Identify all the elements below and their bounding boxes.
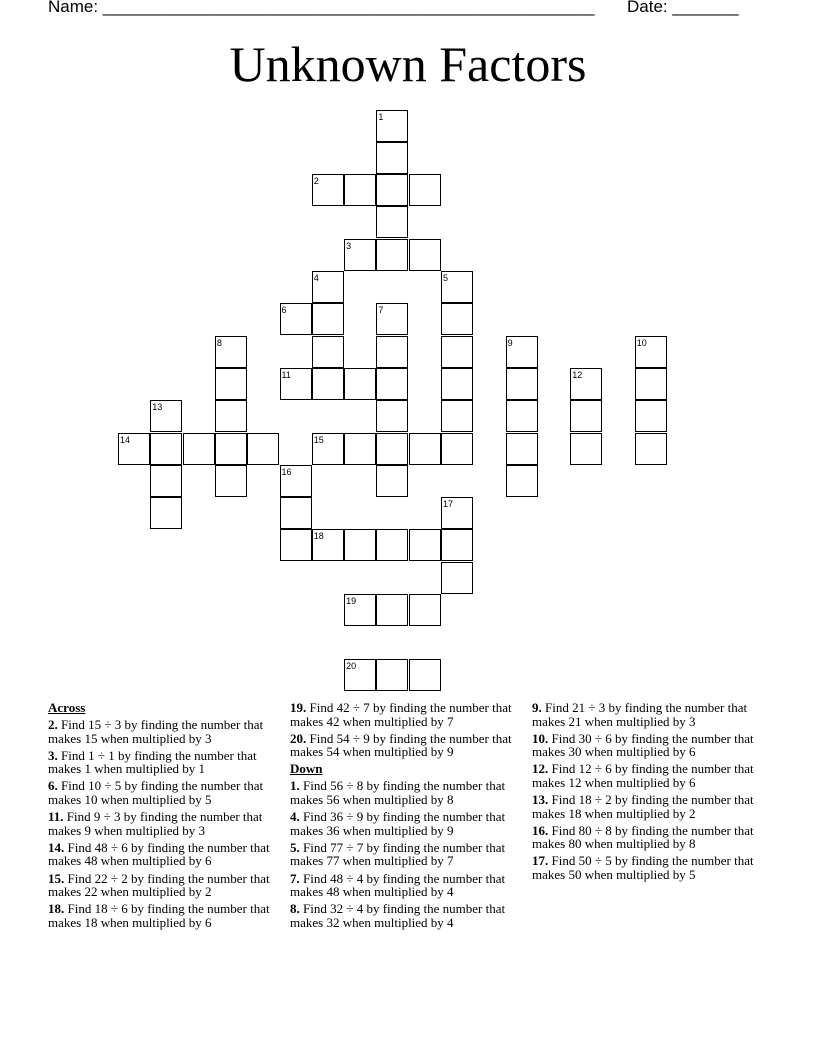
clue-number: 19: [346, 596, 357, 606]
clue-label: 8.: [290, 901, 300, 917]
clue-text: Find 50 ÷ 5 by finding the number that makes 50 when multiplied by 5: [532, 853, 754, 883]
crossword-cell[interactable]: [409, 594, 441, 626]
crossword-cell[interactable]: [376, 206, 408, 238]
clue: [532, 732, 762, 759]
clue-number: 13: [152, 402, 163, 413]
clue-number: 11: [281, 369, 291, 380]
crossword-cell[interactable]: [344, 368, 376, 400]
clue-label: 7.: [290, 870, 300, 886]
clue-label: 11.: [48, 809, 64, 825]
crossword-cell[interactable]: [344, 659, 376, 691]
clue: [290, 810, 520, 837]
clue-number: 16: [281, 466, 292, 477]
crossword-cell[interactable]: [344, 529, 376, 561]
clue-label: 1.: [290, 778, 300, 794]
clue-number: 17: [443, 499, 454, 510]
clue-text: Find 56 ÷ 8 by finding the number that makes 56 when multiplied by 8: [290, 778, 506, 808]
clue-label: 17.: [532, 853, 549, 869]
crossword-cell[interactable]: [409, 433, 441, 465]
crossword-cell[interactable]: [150, 465, 182, 497]
clue-text: Find 18 ÷ 2 by finding the number that makes 18 when multiplied by 2: [532, 792, 754, 821]
crossword-cell[interactable]: [312, 368, 344, 400]
crossword-cell[interactable]: [312, 529, 344, 561]
crossword-cell[interactable]: [506, 368, 538, 400]
clue-text: Find 80 ÷ 8 by finding the number that makes 80 when multiplied by 8: [532, 822, 754, 852]
crossword-cell[interactable]: [441, 400, 473, 432]
crossword-cell[interactable]: [376, 303, 408, 335]
crossword-cell[interactable]: [376, 594, 408, 626]
clue: [532, 793, 762, 820]
clue: [48, 872, 278, 899]
clue: [48, 779, 278, 806]
crossword-cell[interactable]: [441, 336, 473, 368]
crossword-cell[interactable]: [150, 433, 182, 465]
crossword-cell[interactable]: [441, 562, 473, 594]
crossword-cell[interactable]: [506, 400, 538, 432]
crossword-cell[interactable]: [376, 659, 408, 691]
crossword-cell[interactable]: [150, 400, 182, 432]
crossword-cell[interactable]: [344, 239, 376, 271]
date-field-label[interactable]: Date: _______: [627, 0, 739, 16]
crossword-cell[interactable]: [215, 336, 247, 368]
clue-text: Find 36 ÷ 9 by finding the number that makes 36 when multiplied by 9: [290, 809, 506, 838]
crossword-cell[interactable]: [247, 433, 279, 465]
crossword-cell[interactable]: [570, 400, 602, 432]
crossword-cell[interactable]: [376, 368, 408, 400]
clue: [290, 732, 520, 759]
clue-number: 6: [281, 305, 287, 316]
crossword-cell[interactable]: [376, 529, 408, 561]
clue: [48, 810, 278, 837]
crossword-cell[interactable]: [635, 336, 667, 368]
clue-text: Find 54 ÷ 9 by finding the number that makes 54 when multiplied by 9: [290, 730, 512, 760]
clue-label: 5.: [290, 839, 300, 855]
clue-number: 3: [346, 240, 352, 251]
clue: [290, 701, 520, 728]
crossword-cell[interactable]: [280, 497, 312, 529]
clue: [48, 718, 278, 745]
clue-text: Find 18 ÷ 6 by finding the number that makes 18 when multiplied by 6: [48, 901, 270, 930]
crossword-cell[interactable]: [441, 271, 473, 303]
crossword-cell[interactable]: [409, 659, 441, 691]
crossword-cell[interactable]: [635, 368, 667, 400]
crossword-cell[interactable]: [376, 336, 408, 368]
clue-number: 9: [507, 337, 513, 348]
clue-number: 12: [572, 369, 583, 380]
clue-label: 12.: [532, 761, 549, 777]
crossword-cell[interactable]: [344, 594, 376, 626]
crossword-cell[interactable]: [376, 239, 408, 271]
clue-label: 10.: [532, 730, 549, 746]
section-heading-across: Across: [48, 700, 86, 715]
clue: [290, 872, 520, 899]
crossword-cell[interactable]: [441, 303, 473, 335]
clue-number: 7: [378, 305, 384, 316]
clue-number: 5: [443, 273, 449, 283]
clue-text: Find 21 ÷ 3 by finding the number that makes 21 when multiplied by 3: [532, 700, 748, 729]
clue-number: 4: [313, 273, 319, 283]
clue-text: Find 48 ÷ 4 by finding the number that makes 48 when multiplied by 4: [290, 870, 506, 900]
clue-number: 18: [313, 531, 324, 542]
clue: [532, 854, 762, 881]
crossword-cell[interactable]: [506, 465, 538, 497]
clue-label: 2.: [48, 717, 58, 733]
crossword-cell[interactable]: [376, 110, 408, 142]
clue-label: 6.: [48, 778, 58, 794]
crossword-cell[interactable]: [570, 368, 602, 400]
crossword-cell[interactable]: [280, 303, 312, 335]
clue: [290, 841, 520, 868]
clue-column-1: [48, 701, 278, 933]
clue-number: 10: [636, 337, 647, 348]
clue-label: 4.: [290, 809, 300, 825]
clue: [532, 762, 762, 789]
clue: [290, 902, 520, 929]
crossword-cell[interactable]: [506, 336, 538, 368]
crossword-cell[interactable]: [376, 433, 408, 465]
clue-number: 15: [313, 434, 324, 445]
clue-text: Find 10 ÷ 5 by finding the number that makes 10 when multiplied by 5: [48, 778, 264, 808]
crossword-cell[interactable]: [376, 174, 408, 206]
clue-text: Find 12 ÷ 6 by finding the number that makes 12 when multiplied by 6: [532, 761, 754, 790]
crossword-cell[interactable]: [376, 142, 408, 174]
crossword-cell[interactable]: [280, 529, 312, 561]
crossword-cell[interactable]: [215, 433, 247, 465]
clue: [48, 841, 278, 868]
clue-number: 14: [120, 434, 131, 445]
clue-text: Find 1 ÷ 1 by finding the number that makes 1 when multiplied by 1: [48, 747, 257, 777]
clue-label: 16.: [532, 822, 549, 838]
page-title: Unknown Factors: [229, 36, 587, 92]
crossword-cell[interactable]: [215, 368, 247, 400]
clue-label: 15.: [48, 870, 65, 886]
crossword-cell[interactable]: [312, 303, 344, 335]
crossword-cell[interactable]: [376, 465, 408, 497]
clue-label: 14.: [48, 839, 65, 855]
clue: [290, 779, 520, 806]
clue-number: 8: [216, 337, 222, 348]
clue-label: 19.: [290, 700, 307, 715]
crossword-cell[interactable]: [183, 433, 215, 465]
crossword-cell[interactable]: [312, 336, 344, 368]
crossword-cell[interactable]: [441, 433, 473, 465]
clue-text: Find 42 ÷ 7 by finding the number that makes 42 when multiplied by 7: [290, 700, 512, 729]
crossword-cell[interactable]: [312, 433, 344, 465]
name-field-label[interactable]: Name: ____________________________________________________: [48, 0, 595, 16]
clue: [48, 749, 278, 776]
crossword-cell[interactable]: [344, 433, 376, 465]
crossword-cell[interactable]: [441, 368, 473, 400]
crossword-cell[interactable]: [409, 529, 441, 561]
crossword-cell[interactable]: [635, 433, 667, 465]
crossword-cell[interactable]: [376, 400, 408, 432]
clue-label: 18.: [48, 901, 65, 917]
clue-label: 13.: [532, 792, 549, 808]
clue-number: 2: [313, 176, 319, 187]
clue-text: Find 77 ÷ 7 by finding the number that makes 77 when multiplied by 7: [290, 839, 506, 869]
clue-label: 20.: [290, 730, 307, 746]
clue-text: Find 15 ÷ 3 by finding the number that makes 15 when multiplied by 3: [48, 717, 264, 746]
crossword-cell[interactable]: [441, 529, 473, 561]
crossword-cell[interactable]: [312, 174, 344, 206]
clue-text: Find 48 ÷ 6 by finding the number that makes 48 when multiplied by 6: [48, 839, 270, 869]
clue: [48, 902, 278, 929]
crossword-cell[interactable]: [409, 239, 441, 271]
clue-number: 1: [378, 111, 384, 122]
crossword-cell[interactable]: [506, 433, 538, 465]
clue-column-2: [290, 701, 520, 933]
clue-text: Find 30 ÷ 6 by finding the number that makes 30 when multiplied by 6: [532, 730, 754, 760]
crossword-cell[interactable]: [409, 174, 441, 206]
crossword-cell[interactable]: [570, 433, 602, 465]
crossword-cell[interactable]: [118, 433, 150, 465]
crossword-cell[interactable]: [344, 174, 376, 206]
clue-text: Find 9 ÷ 3 by finding the number that makes 9 when multiplied by 3: [48, 809, 263, 838]
clue-label: 9.: [532, 700, 542, 715]
clue-number: 20: [346, 660, 357, 671]
clue: [532, 701, 762, 728]
clue-label: 3.: [48, 747, 58, 763]
crossword-cell[interactable]: [280, 465, 312, 497]
clue-column-3: [532, 701, 762, 885]
crossword-cell[interactable]: [441, 497, 473, 529]
section-heading-down: Down: [290, 761, 323, 777]
crossword-cell[interactable]: [150, 497, 182, 529]
crossword-cell[interactable]: [312, 271, 344, 303]
clue: [532, 824, 762, 851]
clue-text: Find 22 ÷ 2 by finding the number that makes 22 when multiplied by 2: [48, 870, 270, 900]
crossword-cell[interactable]: [215, 400, 247, 432]
crossword-cell[interactable]: [215, 465, 247, 497]
crossword-cell[interactable]: [635, 400, 667, 432]
clue-text: Find 32 ÷ 4 by finding the number that makes 32 when multiplied by 4: [290, 901, 506, 930]
crossword-cell[interactable]: [280, 368, 312, 400]
